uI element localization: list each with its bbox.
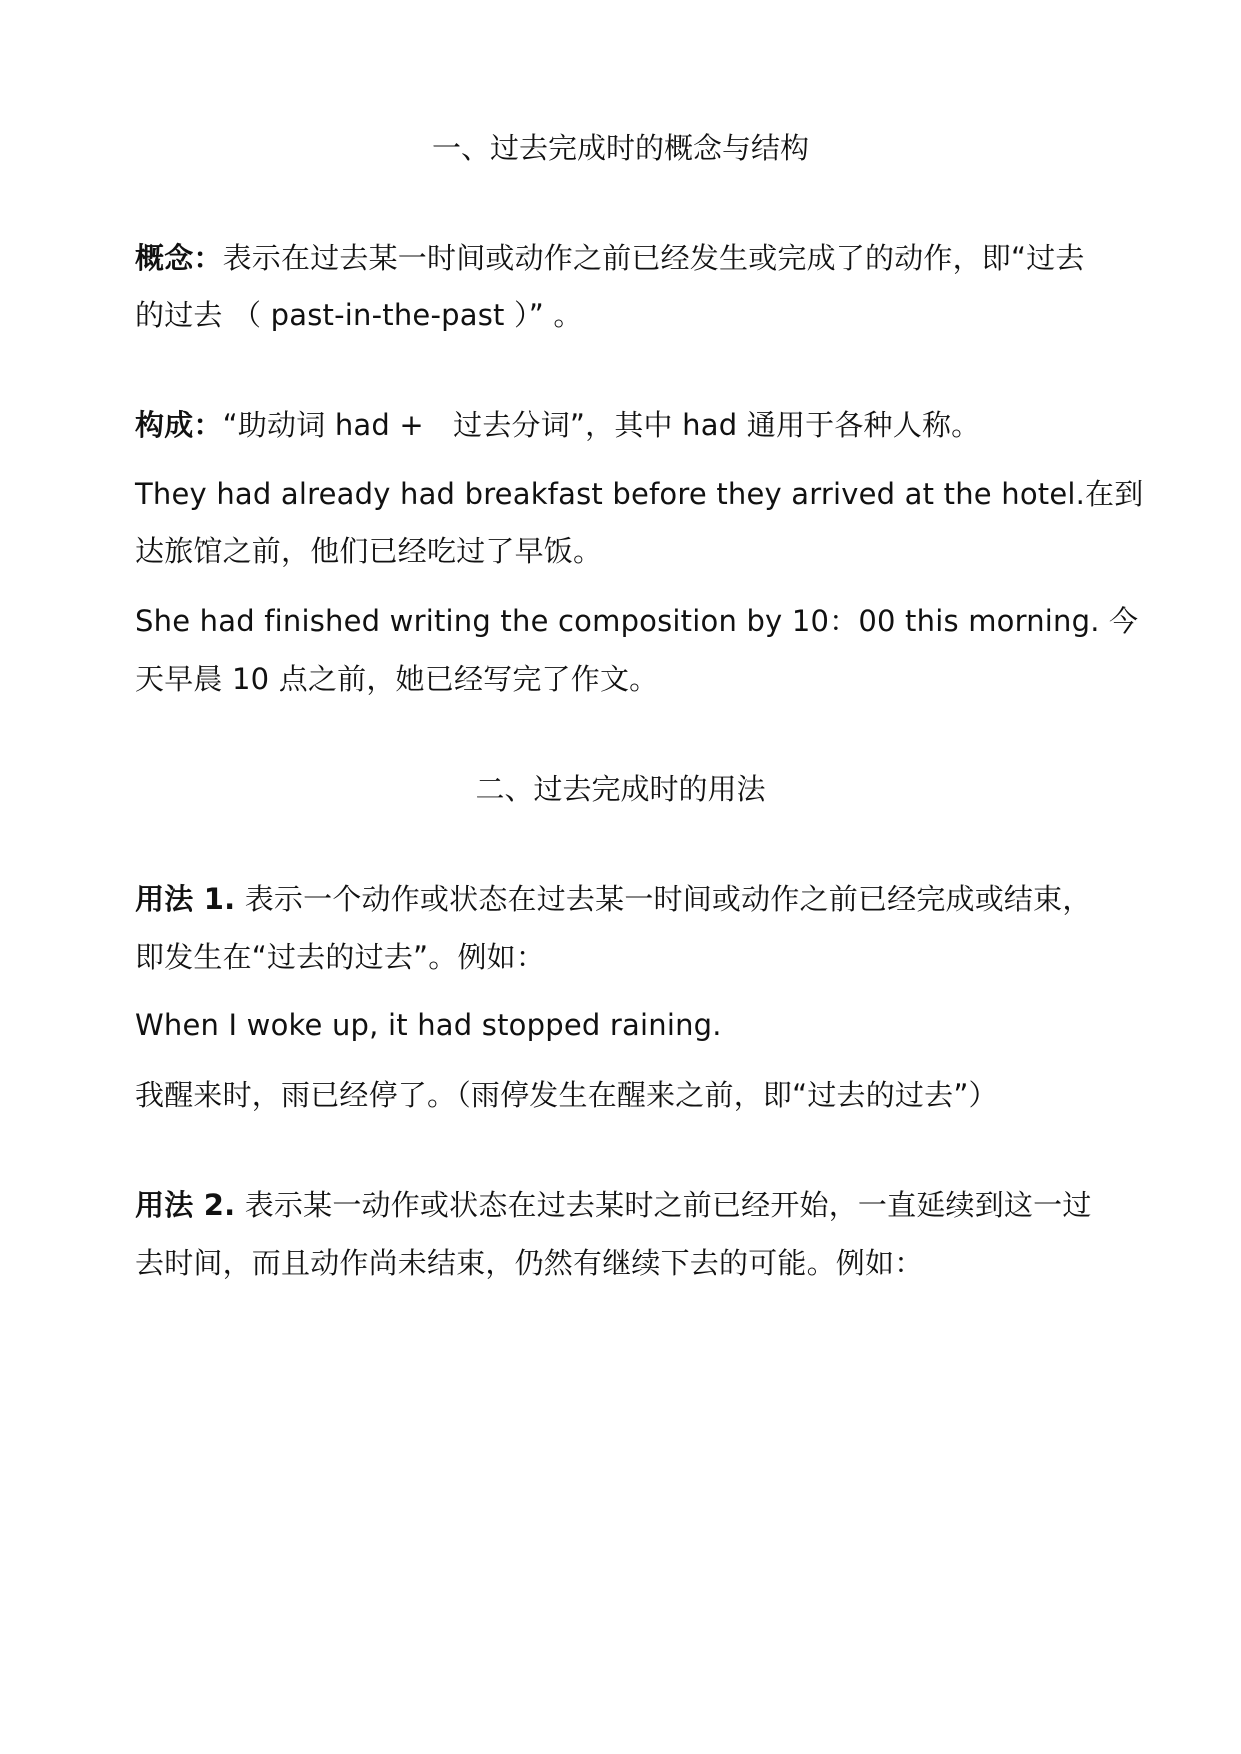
usage-1-example-zh: 我醒来时，雨已经停了。（雨停发生在醒来之前，即“过去的过去”）	[135, 1078, 998, 1112]
concept-text-2: 的过去 （ past-in-the-past ）” 。	[135, 298, 583, 332]
usage-1-label: 用法 1.	[135, 882, 236, 916]
usage-2-line-1	[135, 1185, 1115, 1225]
usage-1-example-en: When I woke up, it had stopped raining.	[135, 1008, 722, 1042]
concept-label: 概念：	[135, 241, 223, 275]
usage-1-text-1: 表示一个动作或状态在过去某一时间或动作之前已经完成或结束，	[235, 882, 1092, 916]
usage-2-label: 用法 2.	[135, 1188, 236, 1222]
usage-1-text-2: 即发生在“过去的过去”。例如：	[135, 940, 546, 974]
section-2-heading: 二、过去完成时的用法	[475, 772, 766, 806]
concept-line-1	[135, 238, 1115, 278]
section-1-heading: 一、过去完成时的概念与结构	[431, 131, 809, 165]
example-1-line-2: 达旅馆之前，他们已经吃过了早饭。	[135, 534, 603, 568]
example-2-line-2: 天早晨 10 点之前，她已经写完了作文。	[135, 662, 659, 696]
structure-text: “助动词 had + 过去分词”，其中 had 通用于各种人称。	[222, 408, 981, 442]
example-2-line-1: She had finished writing the composition by 10：00 this morning. 今	[135, 604, 1139, 638]
example-1-line-1: They had already had breakfast before they arrived at the hotel.在到	[135, 477, 1144, 511]
concept-text-1: 表示在过去某一时间或动作之前已经发生或完成了的动作，即“过去	[222, 241, 1085, 275]
usage-1-line-1	[135, 879, 1115, 919]
usage-2-text-2: 去时间，而且动作尚未结束，仍然有继续下去的可能。例如：	[135, 1246, 924, 1280]
structure-line	[135, 405, 1115, 445]
structure-label: 构成：	[135, 408, 223, 442]
usage-2-text-1: 表示某一动作或状态在过去某时之前已经开始，一直延续到这一过	[235, 1188, 1092, 1222]
